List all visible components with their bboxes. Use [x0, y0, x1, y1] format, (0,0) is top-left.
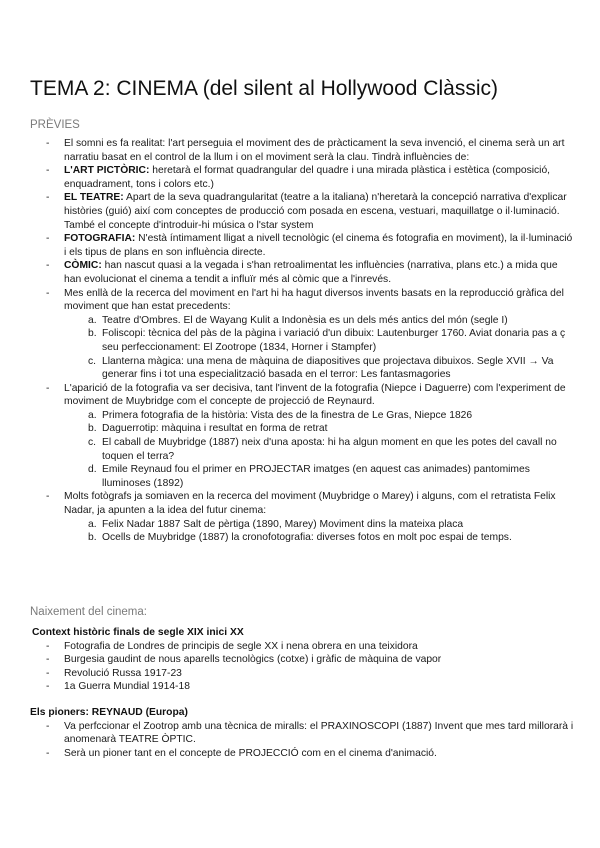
sub-list-item: b. Foliscopi: tècnica del pàs de la pàgina i variació d'un dibuix: Lautenburger 1760. Aviat donaria pas a ç seu perfeccionament: El Zootrope (1834, Horner i Stampfer) [88, 328, 566, 353]
sub-list-item: c. El caball de Muybridge (1887) neix d'una aposta: hi ha algun moment en que les potes del cavall no toquen el terra? [88, 437, 557, 462]
previes-heading: PRÈVIES [30, 119, 80, 131]
list-item: - 1a Guerra Mundial 1914-18 [30, 680, 575, 694]
sub-list [64, 314, 575, 382]
previes-section [30, 118, 575, 545]
list-item: - L'aparició de la fotografia va ser decisiva, tant l'invent de la fotografia (Niepce i Daguerre) com l'experiment de moviment de Muybridge com el concepte de projecció de Reynaurd. a. Primera fotografia de la història: Vista des de la finestra de Le Gras, Niepce 1826 b. Daguerrotip: màquina i resultat en forma de retrat c. El caball de Muybridge (1887) neix d'una aposta: hi ha algun moment en que les potes del cavall no toquen el terra? d. Emile Reynaud fou el primer en PROJECTAR imatges (en aquest cas animades) pantomimes lluminoses (1892) [30, 382, 575, 491]
sub-list-item: d. Emile Reynaud fou el primer en PROJECTAR imatges (en aquest cas animades) pantomimes lluminoses (1892) [88, 464, 530, 489]
sub-list-item: b. Ocells de Muybridge (1887) la cronofotografia: diverses fotos en molt poc espai de temps. [88, 532, 512, 544]
list-item: - FOTOGRAFIA: N'està íntimament lligat a nivell tecnològic (el cinema és fotografia en moviment), la il·luminació i els tipus de plans en son influència directe. [30, 232, 575, 259]
context-heading: Context històric finals de segle XIX inici XX [32, 627, 244, 638]
sub-list-item: b. Daguerrotip: màquina i resultat en forma de retrat [88, 423, 328, 435]
sub-list-item: c. Llanterna màgica: una mena de màquina de diapositives que projectava dibuixos. Segle XVII → Va generar fins i tot una especialització basada en el terror: Les fantasmagories [88, 355, 554, 381]
list-item: - Fotografia de Londres de principis de segle XX i nena obrera en una teixidora [30, 640, 575, 654]
list-item: - Molts fotògrafs ja somiaven en la recerca del moviment (Muybridge o Marey) i alguns, com el retratista Felix Nadar, ja apunten a la idea del futur cinema: a. Felix Nadar 1887 Salt de pèrtiga (1890, Marey) Moviment dins la mateixa placa b. Ocells de Muybridge (1887) la cronofotografia: diverses fotos en molt poc espai de temps. [30, 490, 575, 544]
list-item: - Revolució Russa 1917-23 [30, 667, 575, 681]
sub-list [64, 409, 575, 491]
naixement-section [30, 605, 575, 760]
sub-list-item: a. Teatre d'Ombres. El de Wayang Kulit a Indonèsia es un dels més antics del món (segle I) [88, 314, 508, 326]
list-item: - EL TEATRE: Apart de la seva quadrangularitat (teatre a la italiana) n'heretarà la concepció narrativa d'explicar històries (guió) així com conceptes de producció com posada en escena, vestuari, maquillatge o il·luminació. També el concepte d'introduir-hi música o l'star system [30, 191, 575, 232]
list-item: - L'ART PICTÒRIC: heretarà el format quadrangular del quadre i una mirada plàstica i estètica (composició, enquadrament, tons i colors etc.) [30, 164, 575, 191]
context-list [30, 640, 575, 694]
naixement-heading: Naixement del cinema: [30, 606, 147, 618]
sub-list [64, 518, 575, 545]
list-item: - Serà un pioner tant en el concepte de PROJECCIÓ com en el cinema d'animació. [30, 747, 575, 761]
pioneers-heading: Els pioners: REYNAUD (Europa) [30, 706, 188, 718]
sub-list-item: a. Felix Nadar 1887 Salt de pèrtiga (1890, Marey) Moviment dins la mateixa placa [88, 518, 464, 530]
list-item: - El somni es fa realitat: l'art perseguia el moviment des de pràcticament la seva invenció, el cinema serà un art narratiu basat en el control de la llum i on el moviment serà la clau. Tindrà influències de: [30, 137, 575, 164]
pioneers-list [30, 720, 575, 761]
list-item: - Mes enllà de la recerca del moviment en l'art hi ha hagut diversos invents basats en la reproducció gràfica del moviment que han estat precedents: a. Teatre d'Ombres. El de Wayang Kulit a Indonèsia es un dels més antics del món (segle I) b. Foliscopi: tècnica del pàs de la pàgina i variació d'un dibuix: Lautenburger 1760. Aviat donaria pas a ç seu perfeccionament: El Zootrope (1834, Horner i Stampfer) c. Llanterna màgica: una mena de màquina de diapositives que projectava dibuixos. Segle XVII → Va generar fins i tot una especialització basada en el terror: Les fantasmagories [30, 287, 575, 382]
previes-list [30, 137, 575, 545]
page-title: TEMA 2: CINEMA (del silent al Hollywood Clàssic) [30, 77, 498, 100]
list-item: - Burgesia gaudint de nous aparells tecnològics (cotxe) i gràfic de màquina de vapor [30, 653, 575, 667]
list-item: - CÒMIC: han nascut quasi a la vegada i s'han retroalimentat les influències (narrativa, plans etc.) a mida que han evolucionat el cinema a tendit a influïr més al còmic que a l'inrevés. [30, 259, 575, 286]
list-item: - Va perfccionar el Zootrop amb una tècnica de miralls: el PRAXINOSCOPI (1887) Invent que mes tard millorarà i anomenarà TEATRE ÒPTIC. [30, 720, 575, 747]
sub-list-item: a. Primera fotografia de la història: Vista des de la finestra de Le Gras, Niepce 1826 [88, 409, 473, 421]
